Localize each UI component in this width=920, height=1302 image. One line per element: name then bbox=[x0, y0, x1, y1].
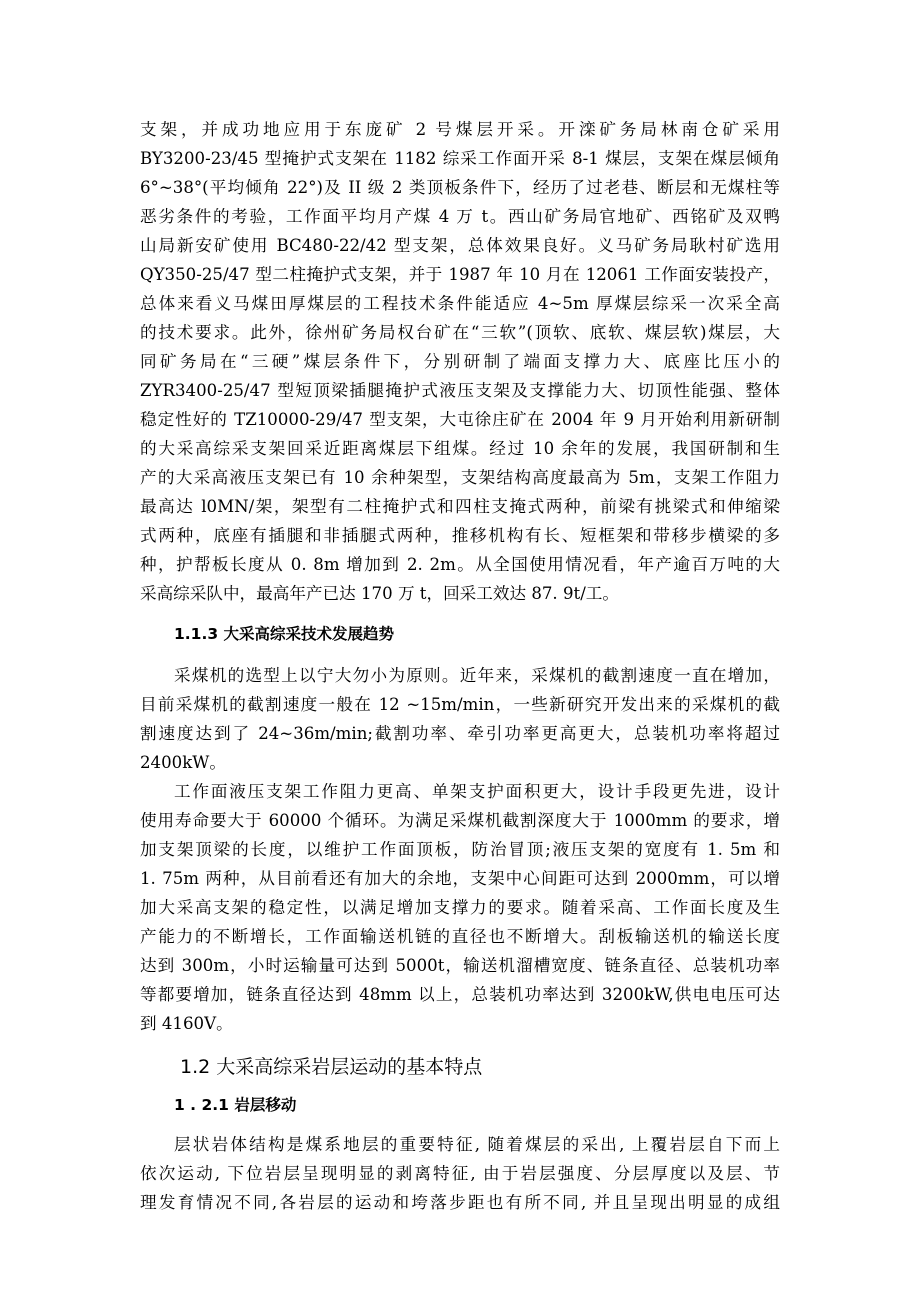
text-line: 依次运动, 下位岩层呈现明显的剥离特征, 由于岩层强度、分层厚度以及层、节 bbox=[140, 1164, 780, 1183]
text-line: 加大采高支架的稳定性，以满足增加支撑力的要求。随着采高、工作面长度及生 bbox=[140, 898, 780, 917]
text-line: 支架，并成功地应用于东庞矿 2 号煤层开采。开滦矿务局林南仓矿采用 bbox=[140, 120, 780, 139]
text-line: 的技术要求。此外，徐州矿务局权台矿在“三软”(顶软、底软、煤层软)煤层，大 bbox=[140, 323, 780, 342]
text-line: 式两种，底座有插腿和非插腿式两种，推移机构有长、短框架和带移步横梁的多 bbox=[140, 526, 780, 545]
text-line: 总体来看义马煤田厚煤层的工程技术条件能适应 4~5m 厚煤层综采一次采全高 bbox=[140, 294, 780, 313]
text-line: 采高综采队中，最高年产已达 170 万 t，回采工效达 87. 9t/工。 bbox=[140, 584, 619, 603]
text-line: 采煤机的选型上以宁大勿小为原则。近年来，采煤机的截割速度一直在增加， bbox=[174, 666, 780, 685]
text-line: 稳定性好的 TZ10000-29/47 型支架，大屯徐庄矿在 2004 年 9 月开始利用新研制 bbox=[140, 410, 780, 429]
text-line: 2400kW。 bbox=[140, 753, 226, 772]
section-heading-1-2: 1.2 大采高综采岩层运动的基本特点 bbox=[180, 1056, 483, 1078]
text-line: ZYR3400-25/47 型短顶梁插腿掩护式液压支架及支撑能力大、切顶性能强、整体 bbox=[140, 381, 780, 400]
section-heading-1-1-3: 1.1.3 大采高综采技术发展趋势 bbox=[174, 625, 395, 643]
text-line: 1. 75m 两种，从目前看还有加大的余地，支架中心间距可达到 2000mm，可以增 bbox=[140, 869, 780, 888]
text-line: 达到 300m，小时运输量可达到 5000t，输送机溜槽宽度、链条直径、总装机功率 bbox=[140, 956, 780, 975]
text-line: 最高达 l0MN/架，架型有二柱掩护式和四柱支掩式两种，前梁有挑梁式和伸缩梁 bbox=[140, 497, 780, 516]
text-line: 恶劣条件的考验，工作面平均月产煤 4 万 t。西山矿务局官地矿、西铭矿及双鸭 bbox=[140, 207, 780, 226]
text-line: 同矿务局在“三硬”煤层条件下，分别研制了端面支撑力大、底座比压小的 bbox=[140, 352, 780, 371]
section-heading-1-2-1: 1 . 2.1 岩层移动 bbox=[174, 1096, 297, 1114]
text-line: 理发育情况不同,各岩层的运动和垮落步距也有所不同, 并且呈现出明显的成组 bbox=[140, 1193, 780, 1212]
text-line: 产能力的不断增长，工作面输送机链的直径也不断增大。刮板输送机的输送长度 bbox=[140, 927, 780, 946]
text-line: 产的大采高液压支架已有 10 余种架型，支架结构高度最高为 5m，支架工作阻力 bbox=[140, 468, 780, 487]
text-line: 等都要增加，链条直径达到 48mm 以上，总装机功率达到 3200kW,供电电压可达 bbox=[140, 985, 780, 1004]
text-line: 割速度达到了 24~36m/min;截割功率、牵引功率更高更大，总装机功率将超过 bbox=[140, 724, 780, 743]
text-line: 工作面液压支架工作阻力更高、单架支护面积更大，设计手段更先进，设计 bbox=[174, 782, 780, 801]
text-line: 层状岩体结构是煤系地层的重要特征, 随着煤层的采出, 上覆岩层自下而上 bbox=[174, 1135, 780, 1154]
text-line: QY350-25/47 型二柱掩护式支架，并于 1987 年 10 月在 12061 工作面安装投产， bbox=[140, 265, 780, 284]
text-line: 使用寿命要大于 60000 个循环。为满足采煤机截割深度大于 1000mm 的要求，增 bbox=[140, 811, 780, 830]
text-line: 加支架顶梁的长度，以维护工作面顶板，防治冒顶;液压支架的宽度有 1. 5m 和 bbox=[140, 840, 780, 859]
text-line: 6°~38°(平均倾角 22°)及 II 级 2 类顶板条件下，经历了过老巷、断层和无煤柱等 bbox=[140, 178, 780, 197]
text-line: 的大采高综采支架回采近距离煤层下组煤。经过 10 余年的发展，我国研制和生 bbox=[140, 439, 780, 458]
text-line: 目前采煤机的截割速度一般在 12 ~15m/min，一些新研究开发出来的采煤机的截 bbox=[140, 695, 780, 714]
text-line: 种，护帮板长度从 0. 8m 增加到 2. 2m。从全国使用情况看，年产逾百万吨的大 bbox=[140, 555, 780, 574]
text-line: 到 4160V。 bbox=[140, 1014, 233, 1033]
text-line: 山局新安矿使用 BC480-22/42 型支架，总体效果良好。义马矿务局耿村矿选用 bbox=[140, 236, 780, 255]
text-line: BY3200-23/45 型掩护式支架在 1182 综采工作面开采 8-1 煤层，支架在煤层倾角 bbox=[140, 149, 780, 168]
